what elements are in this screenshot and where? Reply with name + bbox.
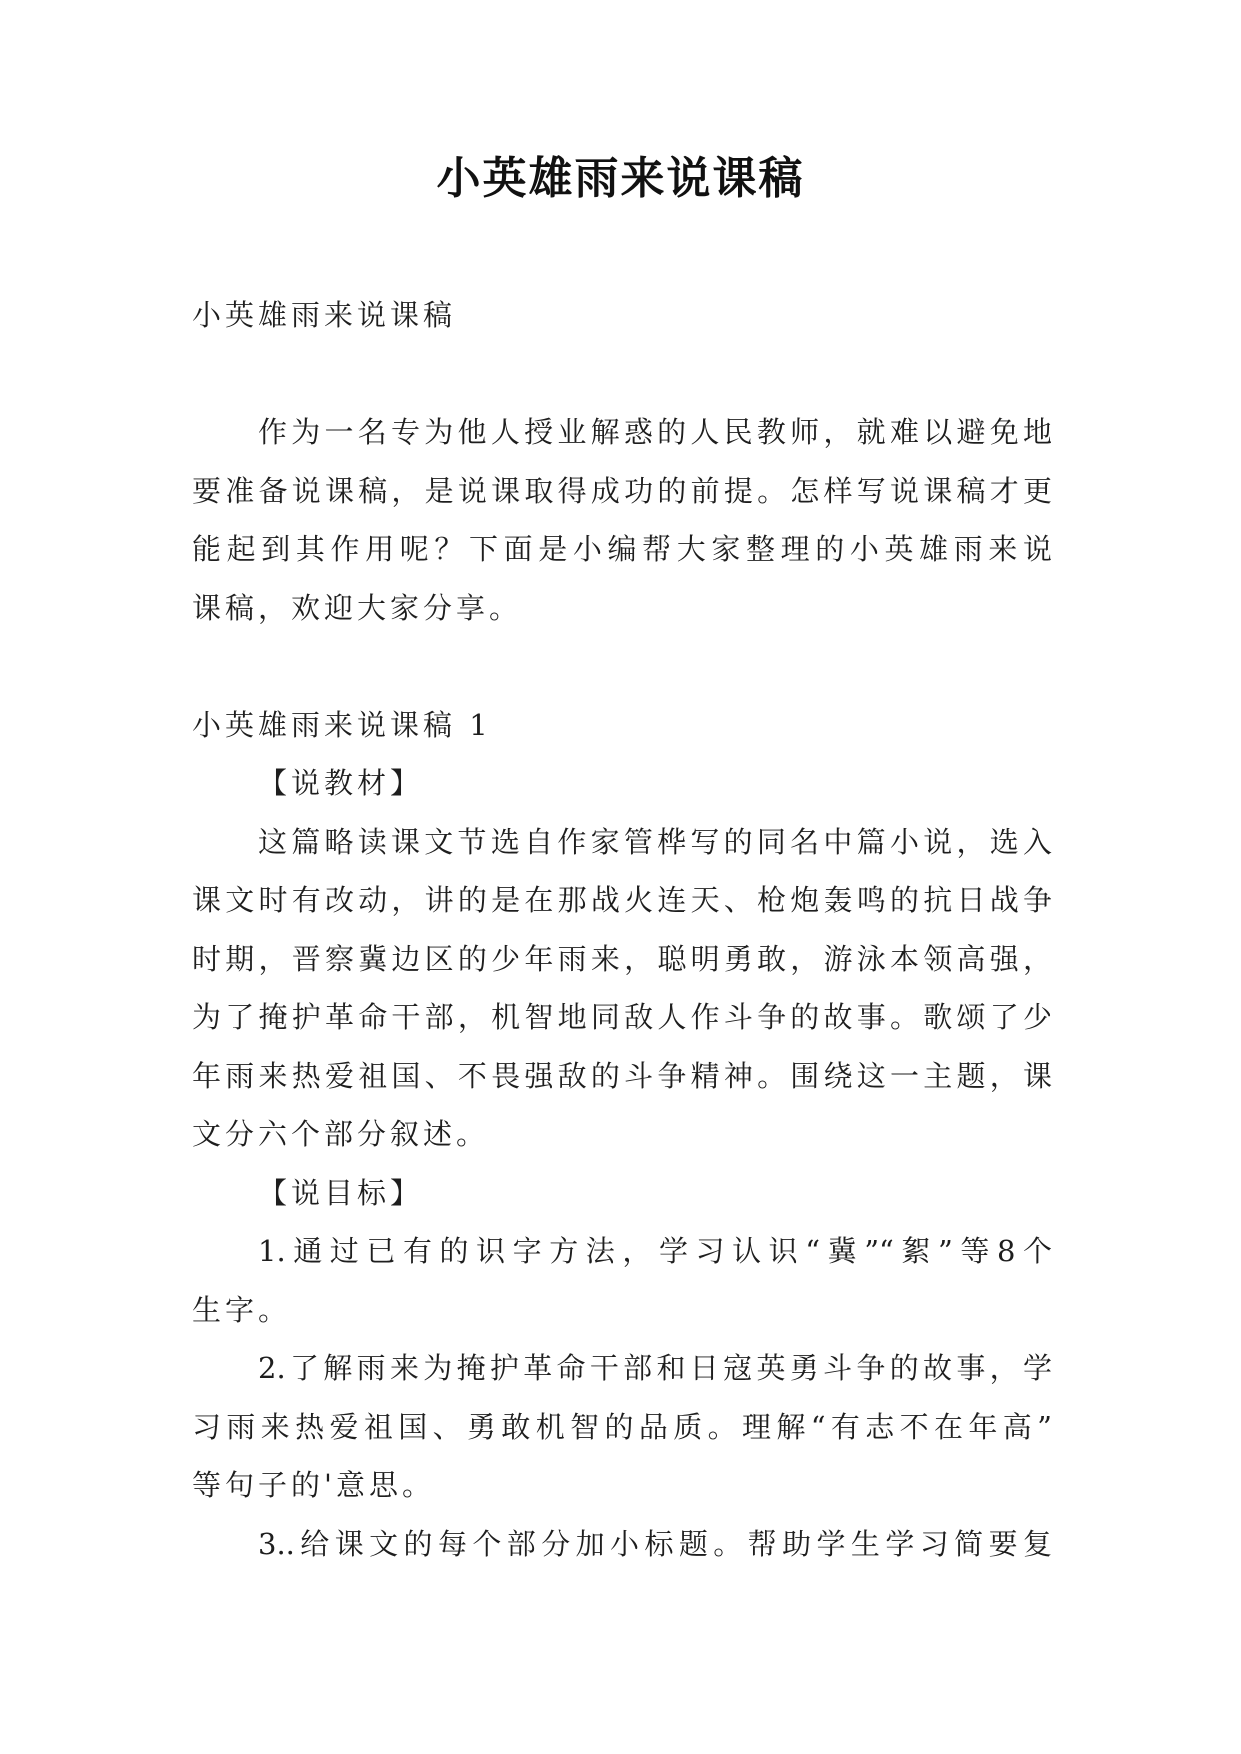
paragraph-line: 3..给课文的每个部分加小标题。帮助学生学习简要复 xyxy=(258,1526,1052,1561)
paragraph-line: 生字。 xyxy=(192,1292,292,1327)
paragraph-line: 等句子的'意思。 xyxy=(192,1468,435,1502)
goal-item-2 xyxy=(192,1339,1052,1515)
paragraph-line: 课稿，欢迎大家分享。 xyxy=(192,590,523,625)
document-subtitle: 小英雄雨来说课稿 xyxy=(192,298,457,332)
subsection-heading-goals: 【说目标】 xyxy=(258,1175,424,1210)
document-body xyxy=(192,286,1052,1573)
paragraph-line: 作为一名专为他人授业解惑的人民教师，就难以避免地 xyxy=(258,415,1052,449)
document-title: 小英雄雨来说课稿 xyxy=(436,153,805,204)
paragraph-line: 习雨来热爱祖国、勇敢机智的品质。理解“有志不在年高” xyxy=(192,1409,1052,1444)
intro-paragraph xyxy=(192,403,1052,637)
paragraph-line: 年雨来热爱祖国、不畏强敌的斗争精神。围绕这一主题，课 xyxy=(192,1058,1052,1093)
paragraph-line: 能起到其作用呢？下面是小编帮大家整理的小英雄雨来说 xyxy=(192,532,1052,566)
paragraph-line: 课文时有改动，讲的是在那战火连天、枪炮轰鸣的抗日战争 xyxy=(192,883,1052,917)
section-heading: 小英雄雨来说课稿 1 xyxy=(192,707,492,742)
goal-item-3 xyxy=(192,1515,1052,1574)
section-1 xyxy=(192,696,1052,1574)
paragraph-line: 时期，晋察冀边区的少年雨来，聪明勇敢，游泳本领高强， xyxy=(192,941,1052,976)
paragraph-line: 这篇略读课文节选自作家管桦写的同名中篇小说，选入 xyxy=(258,824,1052,859)
goal-item-1 xyxy=(192,1222,1052,1339)
paragraph-line: 文分六个部分叙述。 xyxy=(192,1117,490,1151)
textbook-paragraph xyxy=(192,813,1052,1164)
paragraph-line: 1.通过已有的识字方法，学习认识“冀”“絮”等8个 xyxy=(258,1234,1052,1268)
paragraph-line: 要准备说课稿，是说课取得成功的前提。怎样写说课稿才更 xyxy=(192,473,1052,508)
paragraph-line: 为了掩护革命干部，机智地同敌人作斗争的故事。歌颂了少 xyxy=(192,1000,1052,1034)
paragraph-line: 2.了解雨来为掩护革命干部和日寇英勇斗争的故事，学 xyxy=(258,1351,1052,1385)
subsection-heading-textbook: 【说教材】 xyxy=(258,766,424,800)
